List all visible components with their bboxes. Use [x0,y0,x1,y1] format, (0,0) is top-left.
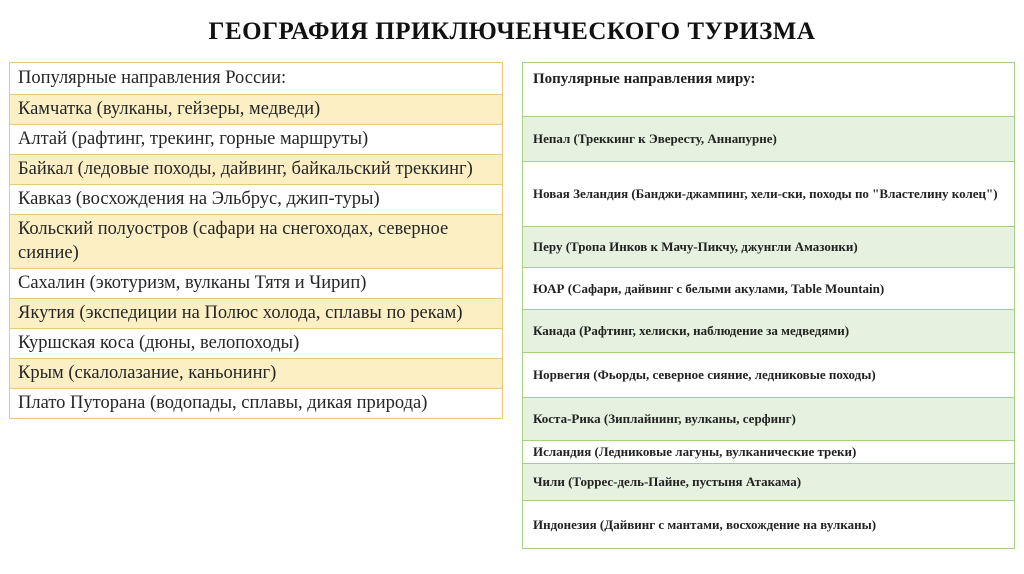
table-cell: Камчатка (вулканы, гейзеры, медведи) [10,95,503,125]
table-cell: Непал (Треккинг к Эвересту, Аннапурне) [523,117,1015,162]
table-cell: Якутия (экспедиции на Полюс холода, сплавы по рекам) [10,299,503,329]
russia-header-cell: Популярные направления России: [10,63,503,95]
table-row [10,155,503,185]
table-cell: Норвегия (Фьорды, северное сияние, ледниковые походы) [523,353,1015,398]
table-header-row [10,63,503,95]
table-cell: Перу (Тропа Инков к Мачу-Пикчу, джунгли Амазонки) [523,227,1015,268]
table-cell: Крым (скалолазание, каньонинг) [10,359,503,389]
world-destinations-table [522,62,1015,549]
table-cell: Плато Путорана (водопады, сплавы, дикая природа) [10,389,503,419]
table-cell: Чили (Торрес-дель-Пайне, пустыня Атакама) [523,464,1015,501]
table-cell: ЮАР (Сафари, дайвинг с белыми акулами, Table Mountain) [523,268,1015,310]
table-cell: Алтай (рафтинг, трекинг, горные маршруты) [10,125,503,155]
table-row [10,95,503,125]
table-header-row [523,63,1015,117]
table-cell: Канада (Рафтинг, хелиски, наблюдение за медведями) [523,310,1015,353]
table-row [10,359,503,389]
table-cell: Кольский полуостров (сафари на снегоходах, северное сияние) [10,215,503,269]
table-row [10,215,503,269]
table-cell: Сахалин (экотуризм, вулканы Тятя и Чирип) [10,269,503,299]
table-row [10,125,503,155]
table-row [523,227,1015,268]
table-row [523,268,1015,310]
table-row [523,501,1015,549]
russia-destinations-table [9,62,503,419]
table-cell: Кавказ (восхождения на Эльбрус, джип-туры) [10,185,503,215]
table-cell: Куршская коса (дюны, велопоходы) [10,329,503,359]
table-cell: Исландия (Ледниковые лагуны, вулканические треки) [523,441,1015,464]
table-row [523,310,1015,353]
table-row [10,299,503,329]
table-row [10,329,503,359]
table-row [523,398,1015,441]
table-row [523,353,1015,398]
table-row [523,464,1015,501]
table-row [523,441,1015,464]
table-cell: Коста-Рика (Зиплайнинг, вулканы, серфинг) [523,398,1015,441]
table-cell: Индонезия (Дайвинг с мантами, восхождение на вулканы) [523,501,1015,549]
table-row [10,389,503,419]
table-row [523,162,1015,227]
table-row [10,185,503,215]
table-cell: Новая Зеландия (Банджи-джампинг, хели-ски, походы по "Властелину колец") [523,162,1015,227]
table-row [10,269,503,299]
world-header-cell: Популярные направления миру: [523,63,1015,117]
page-title: ГЕОГРАФИЯ ПРИКЛЮЧЕНЧЕСКОГО ТУРИЗМА [208,18,816,45]
table-cell: Байкал (ледовые походы, дайвинг, байкальский треккинг) [10,155,503,185]
table-row [523,117,1015,162]
